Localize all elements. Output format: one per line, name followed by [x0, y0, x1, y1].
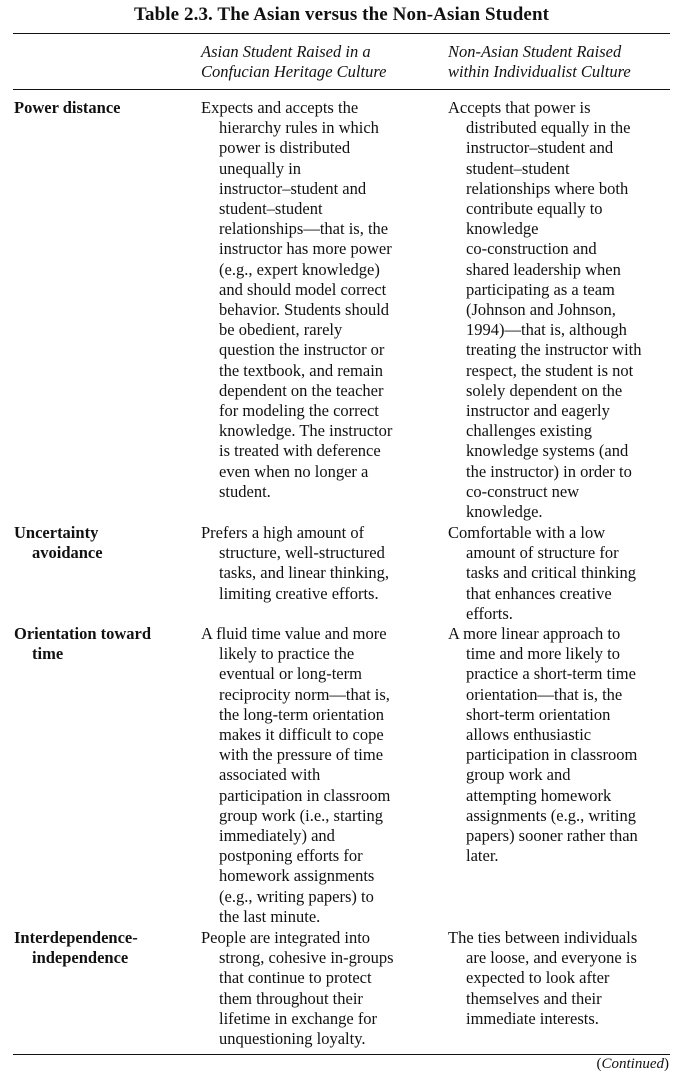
cell-line: attempting homework: [466, 785, 612, 805]
cell-non-asian: [448, 928, 678, 1029]
row-label: [14, 98, 199, 118]
cell-line: (Johnson and Johnson,: [466, 300, 616, 320]
row-label-line: time: [32, 644, 64, 664]
cell-line: are loose, and everyone is: [466, 948, 637, 968]
cell-line: makes it difficult to cope: [219, 725, 384, 745]
cell-line: instructor–student and: [466, 138, 614, 158]
cell-asian: [201, 523, 436, 604]
cell-line: Expects and accepts the: [201, 98, 359, 117]
cell-line: the textbook, and remain: [219, 360, 384, 380]
cell-line: structure, well-structured: [219, 543, 385, 563]
column-header-asian: [201, 42, 431, 82]
cell-line: postponing efforts for: [219, 846, 363, 866]
column-header-non-asian-line: within Individualist Culture: [448, 62, 631, 81]
cell-line: tasks and critical thinking: [466, 563, 637, 583]
cell-line: knowledge: [466, 219, 539, 239]
cell-non-asian: [448, 624, 678, 866]
cell-line: A more linear approach to: [448, 624, 621, 643]
cell-line: the instructor) in order to: [466, 461, 632, 481]
cell-line: participating as a team: [466, 279, 615, 299]
cell-line: that enhances creative: [466, 583, 612, 603]
cell-line: for modeling the correct: [219, 401, 379, 421]
cell-line: later.: [466, 846, 499, 866]
cell-line: knowledge. The instructor: [219, 421, 393, 441]
cell-line: participation in classroom: [219, 785, 391, 805]
cell-line: tasks, and linear thinking,: [219, 563, 390, 583]
cell-line: treating the instructor with: [466, 340, 642, 360]
cell-line: dependent on the teacher: [219, 380, 384, 400]
cell-line: The ties between individuals: [448, 928, 638, 947]
cell-line: group work and: [466, 765, 571, 785]
cell-line: allows enthusiastic: [466, 725, 592, 745]
cell-asian: [201, 624, 436, 927]
continued-note: (Continued): [596, 1056, 669, 1072]
cell-line: papers) sooner rather than: [466, 826, 638, 846]
cell-line: strong, cohesive in-groups: [219, 948, 394, 968]
row-label-line: Power distance: [14, 98, 121, 117]
top-rule: [13, 33, 670, 34]
cell-line: participation in classroom: [466, 745, 638, 765]
column-header-asian-line: Confucian Heritage Culture: [201, 62, 387, 81]
cell-line: group work (i.e., starting: [219, 805, 384, 825]
cell-line: (e.g., writing papers) to: [219, 886, 374, 906]
cell-line: time and more likely to: [466, 644, 620, 664]
column-header-non-asian: [448, 42, 673, 82]
row-label: [14, 928, 199, 968]
cell-line: Comfortable with a low: [448, 523, 606, 542]
cell-line: immediately) and: [219, 826, 335, 846]
cell-line: Accepts that power is: [448, 98, 591, 117]
cell-line: question the instructor or: [219, 340, 385, 360]
cell-line: distributed equally in the: [466, 118, 631, 138]
cell-line: challenges existing: [466, 421, 593, 441]
cell-line: knowledge systems (and: [466, 441, 629, 461]
row-label: [14, 523, 199, 563]
cell-line: student.: [219, 481, 271, 501]
column-header-asian-line: Asian Student Raised in a: [201, 42, 371, 61]
bottom-rule: [13, 1054, 670, 1055]
cell-line: be obedient, rarely: [219, 320, 343, 340]
cell-line: A fluid time value and more: [201, 624, 387, 643]
cell-line: eventual or long-term: [219, 664, 362, 684]
cell-line: is treated with deference: [219, 441, 381, 461]
cell-line: instructor has more power: [219, 239, 392, 259]
cell-line: 1994)—that is, although: [466, 320, 627, 340]
cell-line: limiting creative efforts.: [219, 583, 379, 603]
cell-line: Prefers a high amount of: [201, 523, 365, 542]
header-rule: [13, 89, 670, 90]
cell-line: efforts.: [466, 603, 513, 623]
table-title: Table 2.3. The Asian versus the Non-Asian Student: [133, 4, 550, 25]
cell-asian: [201, 98, 436, 502]
cell-line: knowledge.: [466, 502, 543, 522]
cell-line: lifetime in exchange for: [219, 1008, 378, 1028]
row-label-line: independence: [32, 948, 129, 968]
cell-line: unequally in: [219, 158, 302, 178]
cell-line: homework assignments: [219, 866, 375, 886]
cell-line: relationships—that is, the: [219, 219, 389, 239]
cell-line: relationships where both: [466, 178, 629, 198]
cell-line: contribute equally to: [466, 199, 603, 219]
cell-line: student–student: [219, 199, 323, 219]
cell-line: co-construct new: [466, 481, 580, 501]
cell-line: assignments (e.g., writing: [466, 805, 637, 825]
column-header-non-asian-line: Non-Asian Student Raised: [448, 42, 622, 61]
cell-asian: [201, 928, 436, 1049]
cell-line: co-construction and: [466, 239, 597, 259]
cell-line: student–student: [466, 158, 570, 178]
cell-line: them throughout their: [219, 988, 363, 1008]
cell-line: behavior. Students should: [219, 300, 390, 320]
cell-line: themselves and their: [466, 988, 602, 1008]
cell-line: that continue to protect: [219, 968, 372, 988]
cell-line: instructor–student and: [219, 178, 367, 198]
cell-non-asian: [448, 98, 678, 522]
cell-line: power is distributed: [219, 138, 351, 158]
cell-line: likely to practice the: [219, 644, 355, 664]
cell-line: with the pressure of time: [219, 745, 384, 765]
cell-non-asian: [448, 523, 678, 624]
cell-line: respect, the student is not: [466, 360, 634, 380]
cell-line: (e.g., expert knowledge): [219, 259, 380, 279]
cell-line: unquestioning loyalty.: [219, 1029, 366, 1049]
cell-line: expected to look after: [466, 968, 610, 988]
cell-line: even when no longer a: [219, 461, 369, 481]
row-label-line: Uncertainty: [14, 523, 99, 542]
cell-line: reciprocity norm—that is,: [219, 684, 390, 704]
row-label-line: Interdependence-: [14, 928, 138, 947]
row-label-line: Orientation toward: [14, 624, 152, 643]
cell-line: practice a short-term time: [466, 664, 636, 684]
cell-line: short-term orientation: [466, 704, 611, 724]
cell-line: immediate interests.: [466, 1008, 599, 1028]
row-label: [14, 624, 199, 664]
cell-line: associated with: [219, 765, 321, 785]
cell-line: the last minute.: [219, 906, 321, 926]
cell-line: the long-term orientation: [219, 704, 384, 724]
row-label-line: avoidance: [32, 543, 103, 563]
cell-line: and should model correct: [219, 279, 387, 299]
cell-line: amount of structure for: [466, 543, 619, 563]
cell-line: People are integrated into: [201, 928, 371, 947]
cell-line: shared leadership when: [466, 259, 621, 279]
continued-label: Continued: [601, 1056, 664, 1072]
cell-line: solely dependent on the: [466, 380, 623, 400]
cell-line: instructor and eagerly: [466, 401, 610, 421]
cell-line: hierarchy rules in which: [219, 118, 379, 138]
cell-line: orientation—that is, the: [466, 684, 623, 704]
